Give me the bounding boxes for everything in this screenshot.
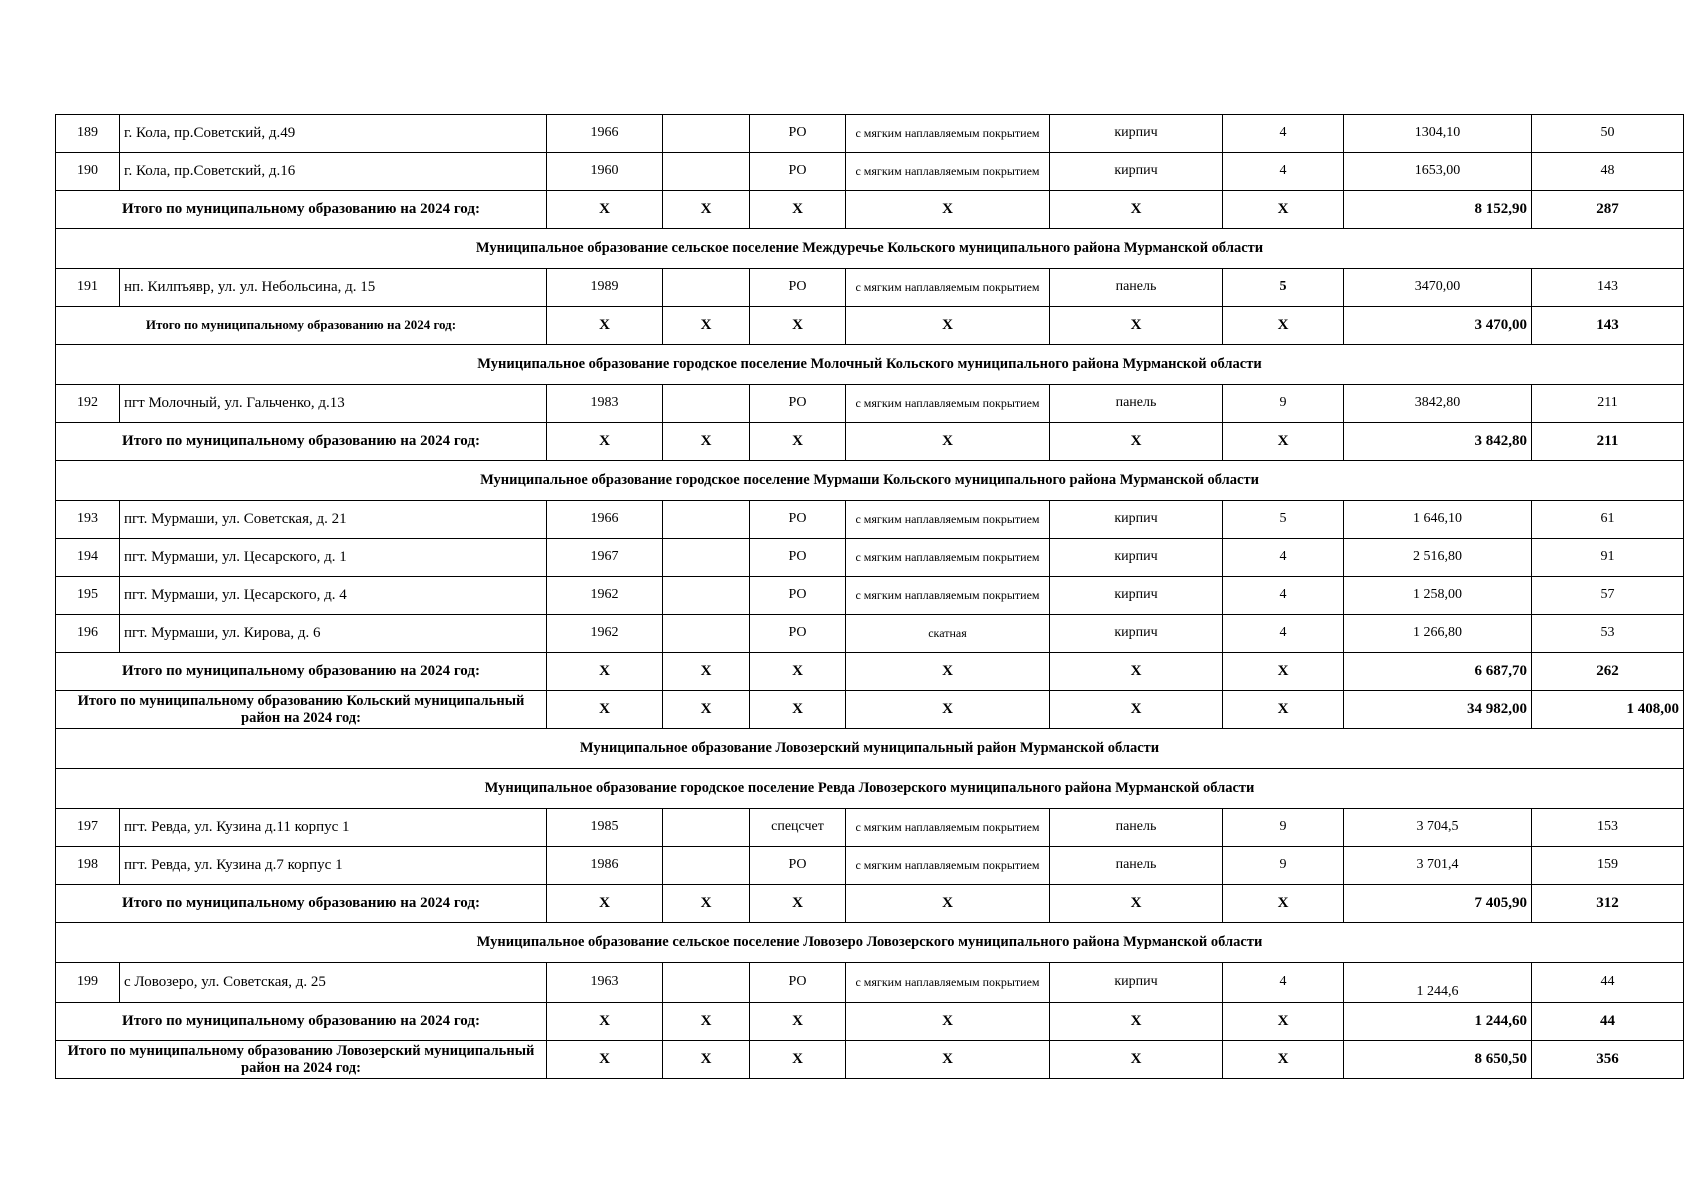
subtotal-row [56, 1003, 1684, 1041]
empty-cell [663, 501, 750, 539]
table-row [56, 963, 1684, 1003]
year-cell: 1963 [547, 963, 663, 1003]
not-applicable-mark: X [663, 307, 750, 345]
fund-method-cell: РО [750, 963, 846, 1003]
not-applicable-mark: X [750, 1041, 846, 1079]
not-applicable-mark: X [750, 307, 846, 345]
district-total-row [56, 691, 1684, 729]
empty-cell [663, 809, 750, 847]
row-number: 198 [56, 847, 120, 885]
fund-method-cell: спецсчет [750, 809, 846, 847]
not-applicable-mark: X [846, 653, 1050, 691]
not-applicable-mark: X [1050, 307, 1223, 345]
wall-material-cell: кирпич [1050, 539, 1223, 577]
year-cell: 1966 [547, 115, 663, 153]
not-applicable-mark: X [1223, 653, 1344, 691]
apartments-cell: 44 [1532, 963, 1684, 1003]
fund-method-cell: РО [750, 847, 846, 885]
not-applicable-mark: X [1223, 1003, 1344, 1041]
roof-type-cell: с мягким наплавляемым покрытием [846, 847, 1050, 885]
subtotal-row [56, 885, 1684, 923]
not-applicable-mark: X [1050, 1003, 1223, 1041]
section-header: Муниципальное образование городское поселение Молочный Кольского муниципального района Мурманской области [56, 345, 1684, 385]
not-applicable-mark: X [846, 691, 1050, 729]
table-row [56, 153, 1684, 191]
not-applicable-mark: X [1050, 885, 1223, 923]
not-applicable-mark: X [750, 191, 846, 229]
total-apartments: 1 408,00 [1532, 691, 1684, 729]
address-cell: пгт. Мурмаши, ул. Цесарского, д. 1 [120, 539, 547, 577]
area-cell: 1 646,10 [1344, 501, 1532, 539]
table-row [56, 115, 1684, 153]
subtotal-row [56, 653, 1684, 691]
fund-method-cell: РО [750, 501, 846, 539]
district-total-row [56, 1041, 1684, 1079]
subtotal-row [56, 307, 1684, 345]
not-applicable-mark: X [1050, 423, 1223, 461]
floors-cell: 5 [1223, 269, 1344, 307]
empty-cell [663, 577, 750, 615]
year-cell: 1960 [547, 153, 663, 191]
wall-material-cell: панель [1050, 269, 1223, 307]
not-applicable-mark: X [846, 1041, 1050, 1079]
total-area: 8 152,90 [1344, 191, 1532, 229]
roof-type-cell: с мягким наплавляемым покрытием [846, 539, 1050, 577]
total-area: 1 244,60 [1344, 1003, 1532, 1041]
not-applicable-mark: X [547, 653, 663, 691]
not-applicable-mark: X [1050, 191, 1223, 229]
address-cell: пгт. Мурмаши, ул. Цесарского, д. 4 [120, 577, 547, 615]
total-apartments: 143 [1532, 307, 1684, 345]
fund-method-cell: РО [750, 615, 846, 653]
fund-method-cell: РО [750, 577, 846, 615]
year-cell: 1989 [547, 269, 663, 307]
not-applicable-mark: X [663, 423, 750, 461]
table-row [56, 615, 1684, 653]
not-applicable-mark: X [663, 1041, 750, 1079]
total-area: 3 842,80 [1344, 423, 1532, 461]
row-number: 189 [56, 115, 120, 153]
year-cell: 1967 [547, 539, 663, 577]
floors-cell: 4 [1223, 115, 1344, 153]
empty-cell [663, 153, 750, 191]
area-cell: 1 258,00 [1344, 577, 1532, 615]
not-applicable-mark: X [547, 307, 663, 345]
fund-method-cell: РО [750, 385, 846, 423]
not-applicable-mark: X [1223, 191, 1344, 229]
apartments-cell: 61 [1532, 501, 1684, 539]
not-applicable-mark: X [1050, 653, 1223, 691]
total-apartments: 312 [1532, 885, 1684, 923]
apartments-cell: 159 [1532, 847, 1684, 885]
total-apartments: 211 [1532, 423, 1684, 461]
subtotal-label: Итого по муниципальному образованию на 2024 год: [56, 423, 547, 461]
area-cell: 3 701,4 [1344, 847, 1532, 885]
section-header-row [56, 769, 1684, 809]
section-header-row [56, 461, 1684, 501]
subtotal-label: Итого по муниципальному образованию на 2024 год: [56, 885, 547, 923]
row-number: 193 [56, 501, 120, 539]
address-cell: пгт. Ревда, ул. Кузина д.7 корпус 1 [120, 847, 547, 885]
fund-method-cell: РО [750, 153, 846, 191]
floors-cell: 4 [1223, 539, 1344, 577]
fund-method-cell: РО [750, 269, 846, 307]
address-cell: пгт. Мурмаши, ул. Кирова, д. 6 [120, 615, 547, 653]
row-number: 192 [56, 385, 120, 423]
apartments-cell: 211 [1532, 385, 1684, 423]
address-cell: с Ловозеро, ул. Советская, д. 25 [120, 963, 547, 1003]
row-number: 196 [56, 615, 120, 653]
floors-cell: 5 [1223, 501, 1344, 539]
not-applicable-mark: X [547, 885, 663, 923]
section-header-row [56, 345, 1684, 385]
section-header: Муниципальное образование городское поселение Ревда Ловозерского муниципального района Мурманской области [56, 769, 1684, 809]
total-area: 7 405,90 [1344, 885, 1532, 923]
not-applicable-mark: X [846, 191, 1050, 229]
subtotal-row [56, 423, 1684, 461]
not-applicable-mark: X [663, 885, 750, 923]
empty-cell [663, 539, 750, 577]
not-applicable-mark: X [750, 691, 846, 729]
section-header: Муниципальное образование городское поселение Мурмаши Кольского муниципального района Мурманской области [56, 461, 1684, 501]
subtotal-row [56, 191, 1684, 229]
area-cell: 3470,00 [1344, 269, 1532, 307]
section-header: Муниципальное образование сельское поселение Ловозеро Ловозерского муниципального района Мурманской области [56, 923, 1684, 963]
not-applicable-mark: X [1050, 1041, 1223, 1079]
not-applicable-mark: X [663, 1003, 750, 1041]
table-row [56, 577, 1684, 615]
empty-cell [663, 115, 750, 153]
district-total-label: Итого по муниципальному образованию Кольский муниципальный район на 2024 год: [56, 691, 547, 729]
not-applicable-mark: X [547, 1003, 663, 1041]
area-cell: 1653,00 [1344, 153, 1532, 191]
row-number: 195 [56, 577, 120, 615]
area-cell: 1 244,6 [1344, 963, 1532, 1003]
not-applicable-mark: X [1223, 885, 1344, 923]
not-applicable-mark: X [663, 691, 750, 729]
not-applicable-mark: X [750, 885, 846, 923]
roof-type-cell: с мягким наплавляемым покрытием [846, 115, 1050, 153]
roof-type-cell: с мягким наплавляемым покрытием [846, 153, 1050, 191]
table-row [56, 385, 1684, 423]
area-cell: 1 266,80 [1344, 615, 1532, 653]
floors-cell: 4 [1223, 577, 1344, 615]
table-row [56, 269, 1684, 307]
roof-type-cell: скатная [846, 615, 1050, 653]
roof-type-cell: с мягким наплавляемым покрытием [846, 963, 1050, 1003]
total-apartments: 287 [1532, 191, 1684, 229]
not-applicable-mark: X [846, 885, 1050, 923]
roof-type-cell: с мягким наплавляемым покрытием [846, 385, 1050, 423]
wall-material-cell: панель [1050, 847, 1223, 885]
roof-type-cell: с мягким наплавляемым покрытием [846, 809, 1050, 847]
area-cell: 1304,10 [1344, 115, 1532, 153]
section-header: Муниципальное образование Ловозерский муниципальный район Мурманской области [56, 729, 1684, 769]
not-applicable-mark: X [846, 423, 1050, 461]
wall-material-cell: кирпич [1050, 615, 1223, 653]
wall-material-cell: панель [1050, 809, 1223, 847]
address-cell: пгт Молочный, ул. Гальченко, д.13 [120, 385, 547, 423]
apartments-cell: 91 [1532, 539, 1684, 577]
subtotal-label: Итого по муниципальному образованию на 2024 год: [56, 653, 547, 691]
total-area: 8 650,50 [1344, 1041, 1532, 1079]
not-applicable-mark: X [663, 653, 750, 691]
fund-method-cell: РО [750, 115, 846, 153]
empty-cell [663, 615, 750, 653]
year-cell: 1966 [547, 501, 663, 539]
row-number: 190 [56, 153, 120, 191]
floors-cell: 4 [1223, 153, 1344, 191]
address-cell: нп. Килпъявр, ул. ул. Небольсина, д. 15 [120, 269, 547, 307]
apartments-cell: 57 [1532, 577, 1684, 615]
not-applicable-mark: X [663, 191, 750, 229]
year-cell: 1962 [547, 577, 663, 615]
floors-cell: 9 [1223, 809, 1344, 847]
not-applicable-mark: X [1223, 1041, 1344, 1079]
area-cell: 2 516,80 [1344, 539, 1532, 577]
address-cell: пгт. Мурмаши, ул. Советская, д. 21 [120, 501, 547, 539]
floors-cell: 9 [1223, 385, 1344, 423]
address-cell: г. Кола, пр.Советский, д.49 [120, 115, 547, 153]
not-applicable-mark: X [547, 691, 663, 729]
subtotal-label: Итого по муниципальному образованию на 2024 год: [56, 307, 547, 345]
roof-type-cell: с мягким наплавляемым покрытием [846, 501, 1050, 539]
section-header-row [56, 923, 1684, 963]
table-body [56, 115, 1684, 1079]
wall-material-cell: кирпич [1050, 577, 1223, 615]
total-area: 34 982,00 [1344, 691, 1532, 729]
not-applicable-mark: X [1223, 307, 1344, 345]
roof-type-cell: с мягким наплавляемым покрытием [846, 577, 1050, 615]
total-area: 6 687,70 [1344, 653, 1532, 691]
area-cell: 3842,80 [1344, 385, 1532, 423]
apartments-cell: 143 [1532, 269, 1684, 307]
address-cell: пгт. Ревда, ул. Кузина д.11 корпус 1 [120, 809, 547, 847]
section-header: Муниципальное образование сельское поселение Междуречье Кольского муниципального района Мурманской области [56, 229, 1684, 269]
address-cell: г. Кола, пр.Советский, д.16 [120, 153, 547, 191]
roof-type-cell: с мягким наплавляемым покрытием [846, 269, 1050, 307]
year-cell: 1985 [547, 809, 663, 847]
not-applicable-mark: X [1223, 691, 1344, 729]
floors-cell: 4 [1223, 963, 1344, 1003]
not-applicable-mark: X [750, 1003, 846, 1041]
not-applicable-mark: X [846, 1003, 1050, 1041]
apartments-cell: 53 [1532, 615, 1684, 653]
apartments-cell: 48 [1532, 153, 1684, 191]
row-number: 194 [56, 539, 120, 577]
total-apartments: 262 [1532, 653, 1684, 691]
table-row [56, 539, 1684, 577]
table-row [56, 809, 1684, 847]
year-cell: 1986 [547, 847, 663, 885]
row-number: 197 [56, 809, 120, 847]
wall-material-cell: панель [1050, 385, 1223, 423]
not-applicable-mark: X [1050, 691, 1223, 729]
wall-material-cell: кирпич [1050, 501, 1223, 539]
district-total-label: Итого по муниципальному образованию Ловозерский муниципальный район на 2024 год: [56, 1041, 547, 1079]
not-applicable-mark: X [547, 191, 663, 229]
not-applicable-mark: X [846, 307, 1050, 345]
subtotal-label: Итого по муниципальному образованию на 2024 год: [56, 1003, 547, 1041]
table-row [56, 501, 1684, 539]
floors-cell: 9 [1223, 847, 1344, 885]
area-cell: 3 704,5 [1344, 809, 1532, 847]
total-apartments: 44 [1532, 1003, 1684, 1041]
subtotal-label: Итого по муниципальному образованию на 2024 год: [56, 191, 547, 229]
row-number: 199 [56, 963, 120, 1003]
empty-cell [663, 963, 750, 1003]
not-applicable-mark: X [547, 1041, 663, 1079]
floors-cell: 4 [1223, 615, 1344, 653]
empty-cell [663, 269, 750, 307]
housing-table [55, 114, 1684, 1079]
year-cell: 1983 [547, 385, 663, 423]
apartments-cell: 153 [1532, 809, 1684, 847]
not-applicable-mark: X [750, 423, 846, 461]
fund-method-cell: РО [750, 539, 846, 577]
section-header-row [56, 729, 1684, 769]
total-apartments: 356 [1532, 1041, 1684, 1079]
table-row [56, 847, 1684, 885]
wall-material-cell: кирпич [1050, 963, 1223, 1003]
empty-cell [663, 847, 750, 885]
not-applicable-mark: X [1223, 423, 1344, 461]
row-number: 191 [56, 269, 120, 307]
section-header-row [56, 229, 1684, 269]
apartments-cell: 50 [1532, 115, 1684, 153]
not-applicable-mark: X [547, 423, 663, 461]
wall-material-cell: кирпич [1050, 115, 1223, 153]
wall-material-cell: кирпич [1050, 153, 1223, 191]
total-area: 3 470,00 [1344, 307, 1532, 345]
not-applicable-mark: X [750, 653, 846, 691]
empty-cell [663, 385, 750, 423]
year-cell: 1962 [547, 615, 663, 653]
